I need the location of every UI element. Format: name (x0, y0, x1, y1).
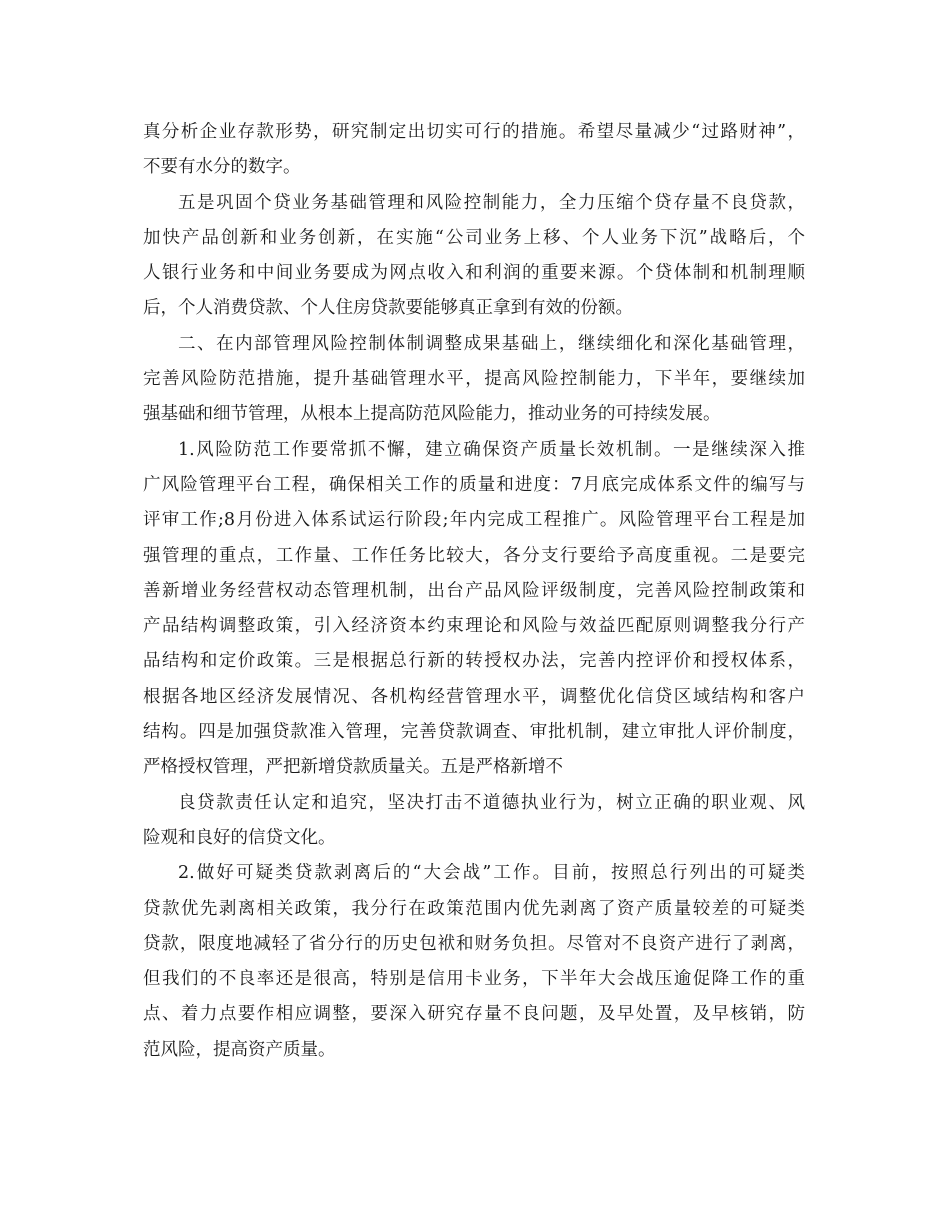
text-line: 人银行业务和中间业务要成为网点收入和利润的重要来源。个贷体制和机制理顺 (143, 263, 805, 284)
text-line: 结构。四是加强贷款准入管理，完善贷款调查、审批机制，建立审批人评价制度， (143, 722, 805, 743)
text-line: 但我们的不良率还是很高，特别是信用卡业务，下半年大会战压逾促降工作的重 (143, 969, 805, 990)
text-line: 险观和良好的信贷文化。 (143, 827, 336, 848)
text-line: 不要有水分的数字。 (143, 157, 301, 178)
text-line: 产品结构调整政策，引入经济资本约束理论和风险与效益匹配原则调整我分行产 (143, 616, 805, 637)
text-line: 真分析企业存款形势，研究制定出切实可行的措施。希望尽量减少“过路财神”， (143, 122, 805, 142)
text-line: 良贷款责任认定和追究，坚决打击不道德执业行为，树立正确的职业观、风 (178, 792, 805, 813)
text-line: 二、在内部管理风险控制体制调整成果基础上，继续细化和深化基础管理， (178, 333, 805, 354)
text-line: 1.风险防范工作要常抓不懈，建立确保资产质量长效机制。一是继续深入推 (178, 439, 805, 460)
text-line: 品结构和定价政策。三是根据总行新的转授权办法，完善内控评价和授权体系， (143, 651, 805, 672)
text-line: 贷款优先剥离相关政策，我分行在政策范围内优先剥离了资产质量较差的可疑类 (143, 898, 805, 919)
text-line: 2.做好可疑类贷款剥离后的“大会战”工作。目前，按照总行列出的可疑类 (178, 863, 805, 884)
text-line: 完善风险防范措施，提升基础管理水平，提高风险控制能力，下半年，要继续加 (143, 369, 805, 390)
text-line: 善新增业务经营权动态管理机制，出台产品风险评级制度，完善风险控制政策和 (143, 580, 805, 601)
text-line: 严格授权管理，严把新增贷款质量关。五是严格新增不 (143, 757, 563, 778)
text-line: 加快产品创新和业务创新，在实施“公司业务上移、个人业务下沉”战略后，个 (143, 227, 805, 248)
text-line: 强基础和细节管理，从根本上提高防范风险能力，推动业务的可持续发展。 (143, 404, 721, 425)
text-line: 范风险，提高资产质量。 (143, 1039, 336, 1060)
text-line: 贷款，限度地减轻了省分行的历史包袱和财务负担。尽管对不良资产进行了剥离， (143, 933, 805, 954)
text-line: 评审工作;8月份进入体系试运行阶段;年内完成工程推广。风险管理平台工程是加 (143, 510, 805, 531)
text-line: 根据各地区经济发展情况、各机构经营管理水平，调整优化信贷区域结构和客户 (143, 686, 805, 707)
body-text (143, 115, 805, 1068)
text-line: 广风险管理平台工程，确保相关工作的质量和进度：7月底完成体系文件的编写与 (143, 474, 805, 495)
text-line: 点、着力点要作相应调整，要深入研究存量不良问题，及早处置，及早核销，防 (143, 1004, 805, 1025)
text-line: 强管理的重点，工作量、工作任务比较大，各分支行要给予高度重视。二是要完 (143, 545, 805, 566)
text-line: 五是巩固个贷业务基础管理和风险控制能力，全力压缩个贷存量不良贷款， (178, 192, 805, 213)
text-line: 后，个人消费贷款、个人住房贷款要能够真正拿到有效的份额。 (143, 298, 633, 319)
